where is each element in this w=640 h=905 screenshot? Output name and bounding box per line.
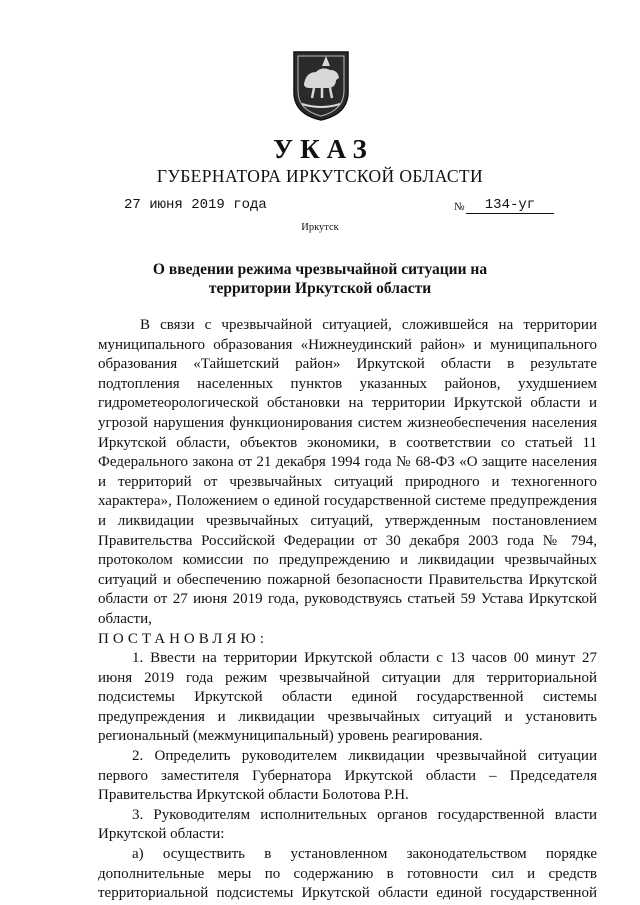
document-body bbox=[98, 316, 597, 904]
issuer-title: ГУБЕРНАТОРА ИРКУТСКОЙ ОБЛАСТИ bbox=[156, 166, 484, 186]
document-heading: О введении режима чрезвычайной ситуации на территории Иркутской области bbox=[152, 261, 488, 297]
item-3: 3. Руководителям исполнительных органов государственной власти Иркутской области: bbox=[98, 806, 597, 843]
number-sign: № bbox=[454, 201, 465, 213]
decree-word: ПОСТАНОВЛЯЮ: bbox=[98, 630, 268, 647]
intro-paragraph: В связи с чрезвычайной ситуацией, сложившейся на территории муниципального образования «Нижнеудинский район» и муниципального образования «Тайшетский район» Иркутской области в результате подтопления населенных пунктов указанных районов, ухудшением гидрометеорологической обстановки на территории Иркутской области и угрозой нарушения функционирования систем жизнеобеспечения населения Иркутской области, объектов экономики, в соответствии со статьей 11 Федерального закона от 21 декабря 1994 года № 68-ФЗ «О защите населения и территорий от чрезвычайных ситуаций природного и техногенного характера», Положением о единой государственной системе предупреждения и ликвидации чрезвычайных ситуаций, утвержденным постановлением Правительства Российской Федерации от 30 декабря 2003 года № 794, протоколом комиссии по предупреждению и ликвидации чрезвычайных ситуаций и обеспечению пожарной безопасности Правительства Иркутской области от 27 июня 2019 года, руководствуясь статьей 59 Устава Иркутской области, bbox=[98, 317, 597, 627]
document-title: УКАЗ bbox=[273, 134, 374, 164]
coat-of-arms-emblem bbox=[292, 50, 350, 122]
document-date: 27 июня 2019 года bbox=[124, 197, 267, 213]
document-number: 134-уг bbox=[466, 198, 554, 214]
city-label: Иркутск bbox=[301, 222, 339, 233]
item-2: 2. Определить руководителем ликвидации чрезвычайной ситуации первого заместителя Губернатора Иркутской области – Председателя Правительства Иркутской области Болотова Р.Н. bbox=[98, 748, 597, 804]
item-3a: а) осуществить в установленном законодательством порядке дополнительные меры по содержанию в готовности сил и средств территориальной подсистемы Иркутской области единой государственной bbox=[98, 846, 597, 902]
item-1: 1. Ввести на территории Иркутской области с 13 часов 00 минут 27 июня 2019 года режим чрезвычайной ситуации для территориальной подсистемы Иркутской области единой государственной системы предупреждения и ликвидации чрезвычайных ситуаций и установить региональный (межмуниципальный) уровень реагирования. bbox=[98, 650, 597, 745]
